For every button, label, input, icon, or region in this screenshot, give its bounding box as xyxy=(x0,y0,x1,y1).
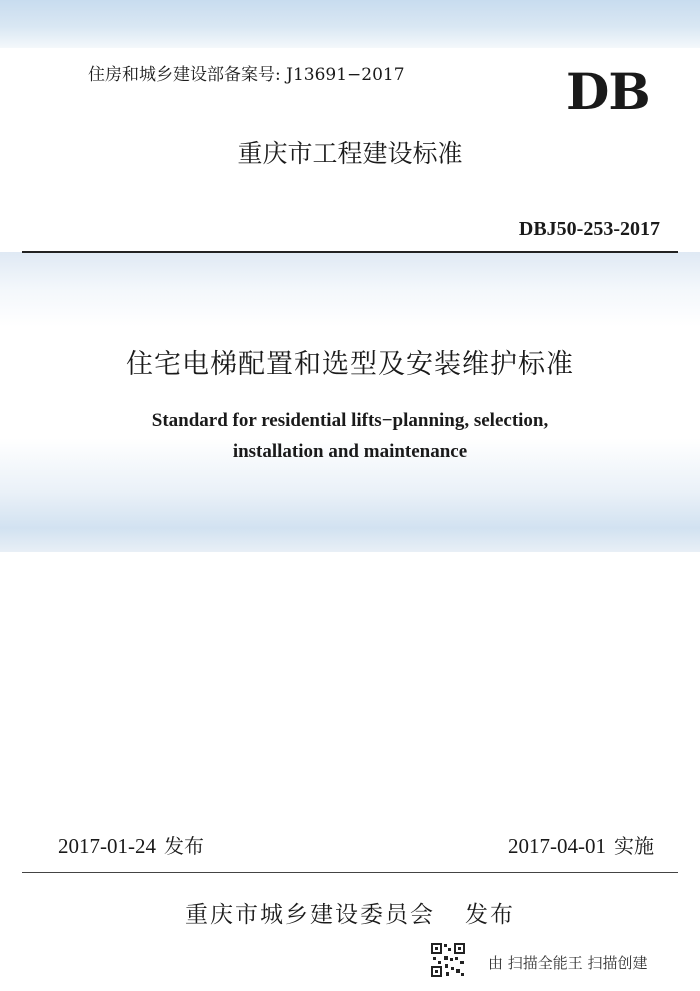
title-chinese: 住宅电梯配置和选型及安装维护标准 xyxy=(126,349,574,380)
record-number: 住房和城乡建设部备案号: J13691−2017 xyxy=(88,65,405,85)
top-divider xyxy=(22,251,678,253)
top-color-band xyxy=(0,0,700,48)
issue-date-block xyxy=(58,830,204,859)
db-logo: DB xyxy=(566,62,650,121)
implement-date-block xyxy=(508,830,654,859)
title-english-line-1: Standard for residential lifts−planning, selection, xyxy=(151,410,549,431)
publisher-line xyxy=(0,896,700,929)
issue-date: 2017-01-24 xyxy=(58,834,156,858)
title-english xyxy=(0,405,700,467)
standard-number: DBJ50-253-2017 xyxy=(518,218,660,240)
title-english-line-2: installation and maintenance xyxy=(232,441,468,462)
implement-date: 2017-04-01 xyxy=(508,834,606,858)
standard-series: 重庆市工程建设标准 xyxy=(237,139,463,168)
publisher-name: 重庆市城乡建设委员会 xyxy=(185,902,435,928)
qr-code-icon xyxy=(430,942,466,978)
scan-watermark-text: 由 扫描全能王 扫描创建 xyxy=(488,954,648,972)
bottom-divider xyxy=(22,872,678,873)
implement-label: 实施 xyxy=(614,834,654,858)
middle-color-band xyxy=(0,252,700,552)
publisher-action: 发布 xyxy=(465,902,515,928)
issue-label: 发布 xyxy=(164,834,204,858)
